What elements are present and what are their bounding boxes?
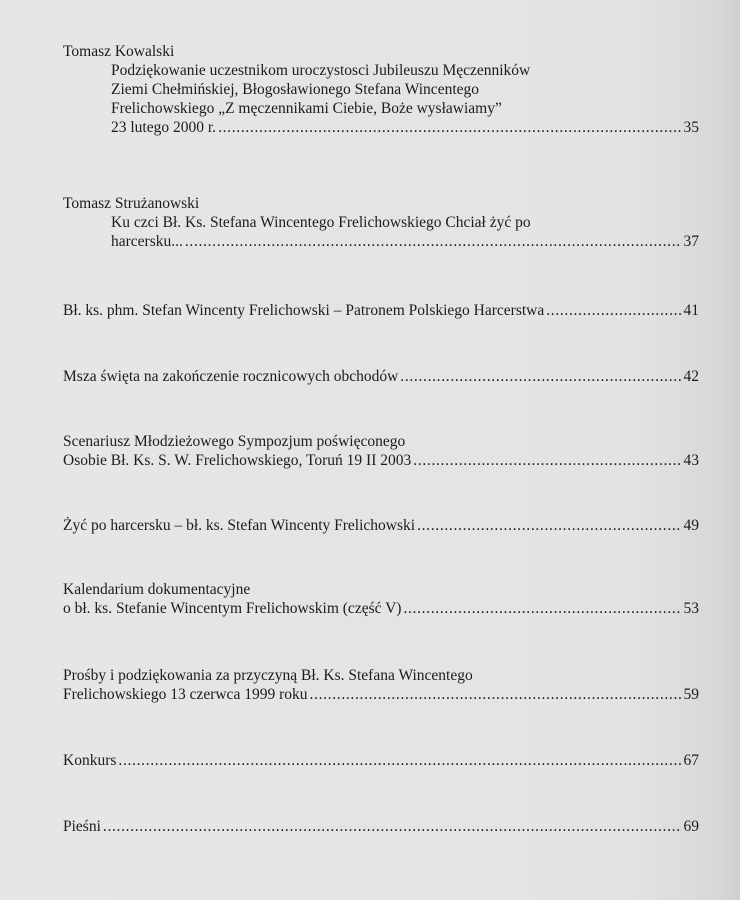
toc-title-last: Konkurs [63,752,117,769]
toc-entry [63,301,699,320]
toc-leader-line [63,451,699,470]
toc-entry [63,666,699,704]
toc-leader-dots [546,301,681,320]
toc-leader-dots [413,451,681,470]
toc-leader-line [63,367,699,386]
toc-leader-line [63,516,699,535]
toc-entry [63,194,699,251]
toc-entry [63,367,699,386]
toc-title-line: Ziemi Chełmińskiej, Błogosławionego Stefana Wincentego [111,81,480,98]
toc-leader-dots [218,118,681,137]
toc-title-last: o bł. ks. Stefanie Wincentym Frelichowskim (część V) [63,600,402,617]
toc-title-line: Scenariusz Młodzieżowego Sympozjum poświęconego [63,433,406,450]
toc-leader-dots [309,685,681,704]
toc-title-last: harcersku... [111,233,183,250]
toc-leader-dots [118,751,681,770]
toc-title-line: Podziękowanie uczestnikom uroczystosci Jubileuszu Męczenników [111,62,531,79]
toc-leader-line [63,232,699,251]
toc-title-last: 23 lutego 2000 r. [111,119,217,136]
toc-leader-dots [400,367,681,386]
toc-title-last: Bł. ks. phm. Stefan Wincenty Frelichowski – Patronem Polskiego Harcerstwa [63,302,545,319]
toc-entry [63,817,699,836]
toc-page-number: 43 [683,452,699,469]
toc-leader-line [63,301,699,320]
toc-page-number: 69 [683,818,699,835]
toc-page-number: 41 [683,302,699,319]
toc-title-line: Frelichowskiego „Z męczennikami Ciebie, Boże wysławiamy” [111,100,502,117]
toc-title-last: Osobie Bł. Ks. S. W. Frelichowskiego, Toruń 19 II 2003 [63,452,412,469]
toc-author: Tomasz Kowalski [63,43,175,60]
toc-entry [63,516,699,535]
toc-leader-line [63,817,699,836]
toc-title-last: Pieśni [63,818,101,835]
toc-leader-line [63,685,699,704]
toc-page-number: 49 [683,517,699,534]
toc-leader-line [63,118,699,137]
toc-entry [63,751,699,770]
toc-leader-dots [417,516,681,535]
toc-entry [63,432,699,470]
toc-page-number: 37 [683,233,699,250]
toc-leader-dots [403,599,681,618]
toc-page-number: 35 [683,119,699,136]
toc-page-number: 59 [683,686,699,703]
toc-title-last: Żyć po harcersku – bł. ks. Stefan Wincenty Frelichowski [63,517,416,534]
toc-leader-line [63,751,699,770]
toc-entry [63,580,699,618]
toc-title-line: Kalendarium dokumentacyjne [63,581,251,598]
toc-leader-dots [185,232,682,251]
toc-leader-line [63,599,699,618]
toc-title-line: Prośby i podziękowania za przyczyną Bł. Ks. Stefana Wincentego [63,667,473,684]
toc-title-line: Ku czci Bł. Ks. Stefana Wincentego Frelichowskiego Chciał żyć po [111,214,531,231]
toc-leader-dots [103,817,682,836]
toc-author: Tomasz Strużanowski [63,195,200,212]
toc-page-number: 67 [683,752,699,769]
toc-title-last: Msza święta na zakończenie rocznicowych obchodów [63,368,399,385]
toc-page-number: 42 [683,368,699,385]
toc-title-last: Frelichowskiego 13 czerwca 1999 roku [63,686,308,703]
toc-page-number: 53 [683,600,699,617]
toc-entry [63,42,699,137]
